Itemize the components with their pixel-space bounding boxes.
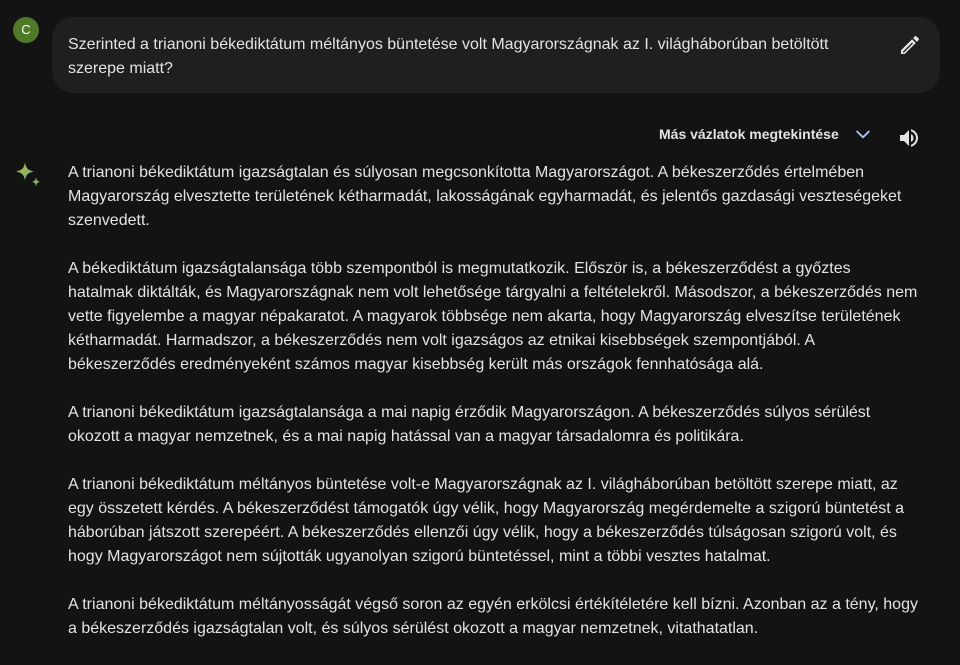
- chevron-down-icon: [853, 124, 873, 144]
- edit-prompt-button[interactable]: [898, 33, 922, 57]
- sparkle-icon: [13, 160, 43, 190]
- response-paragraph: A békediktátum igazságtalansága több szempontból is megmutatkozik. Először is, a békeszerződést a győztes hatalmak diktálták, és Magyarországnak nem volt lehetősége tárgyalni a feltételekről. Másodszor, a békeszerződés nem vette figyelembe a magyar népakaratot. A magyarok többsége nem akarta, hogy Magyarország elveszítse területének kétharmadát. Harmadszor, a békeszerződés nem volt igazságos az etnikai kisebbségek szempontjából. A békeszerződés eredményeként számos magyar kisebbség került más országok fennhatósága alá.: [68, 260, 918, 373]
- model-response: [68, 161, 918, 665]
- user-avatar[interactable]: [13, 17, 39, 43]
- response-paragraph: A trianoni békediktátum igazságtalansága a mai napig érződik Magyarországon. A békeszerződés súlyos sérülést okozott a magyar nemzetnek, és a mai napig hatással van a magyar társadalomra és politikára.: [68, 404, 871, 445]
- response-paragraph: A trianoni békediktátum igazságtalan és súlyosan megcsonkította Magyarországot. A békeszerződés értelmében Magyarország elvesztette területének kétharmadát, lakosságának egyharmadát, és jelentős gazdasági veszteségeket szenvedett.: [68, 164, 902, 229]
- response-paragraph: A trianoni békediktátum méltányosságát végső soron az egyén erkölcsi értékítéletére kell bízni. Azonban az a tény, hogy a békeszerződés igazságtalan volt, és súlyos sérülést okozott a magyar nemzetnek, vitathatatlan.: [68, 596, 918, 637]
- response-paragraph: A trianoni békediktátum méltányos büntetése volt-e Magyarországnak az I. világháborúban betöltött szerepe miatt, az egy összetett kérdés. A békeszerződést támogatók úgy vélik, hogy Magyarország megérdemelte a szigorú büntetést a háborúban játszott szerepéért. A békeszerződés ellenzői úgy vélik, hogy a békeszerződés túlságosan szigorú volt, és hogy Magyarországot nem sújtották ugyanolyan szigorú büntetéssel, mint a többi vesztes hatalmat.: [68, 476, 905, 565]
- show-drafts-toggle[interactable]: [659, 122, 873, 146]
- user-prompt-bubble: [52, 17, 940, 93]
- read-aloud-button[interactable]: [897, 126, 921, 150]
- pencil-icon: [898, 33, 922, 57]
- show-drafts-label: Más vázlatok megtekintése: [659, 126, 839, 142]
- user-prompt-text: Szerinted a trianoni békediktátum méltányos büntetése volt Magyarországnak az I. világháborúban betöltött szerepe miatt?: [68, 36, 829, 77]
- speaker-icon: [897, 126, 921, 150]
- avatar-initial: C: [21, 22, 31, 37]
